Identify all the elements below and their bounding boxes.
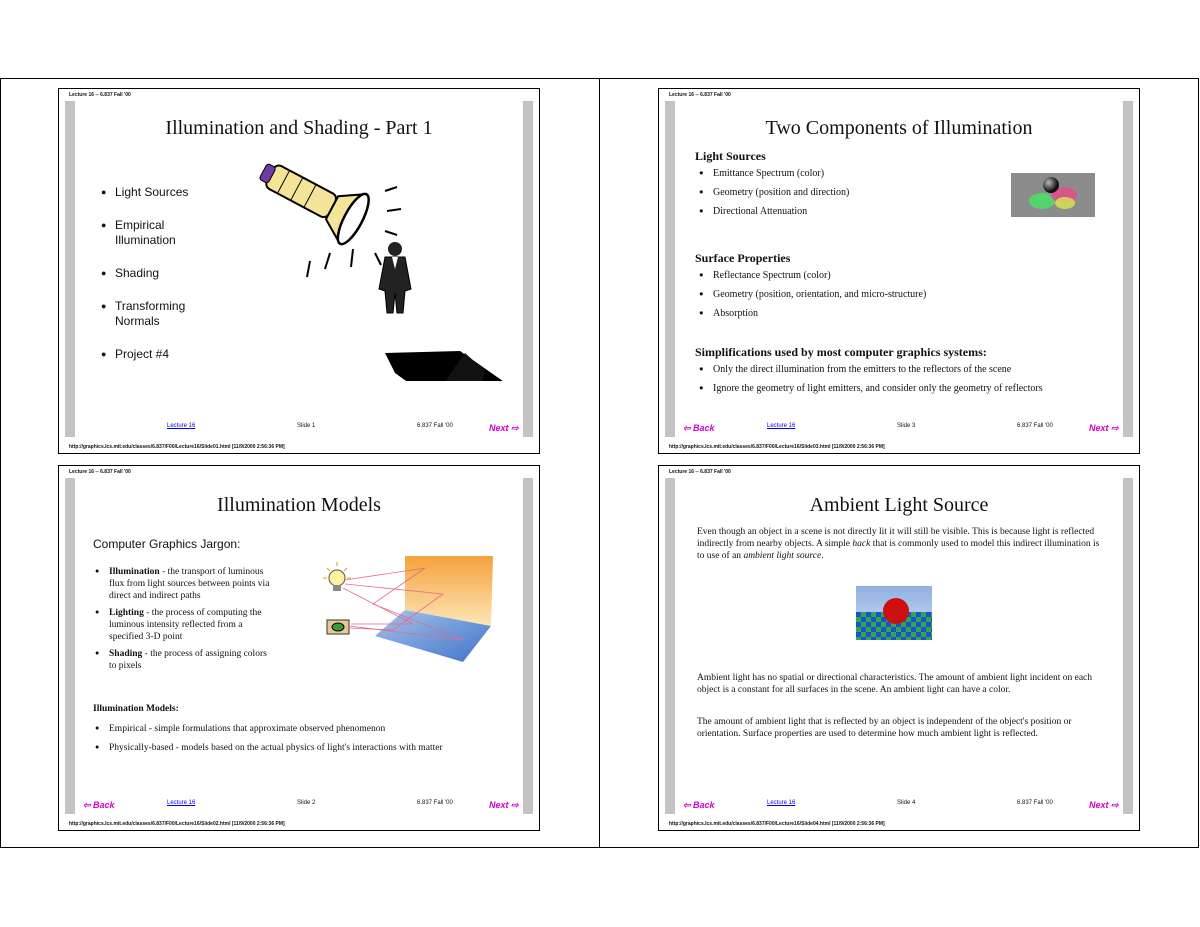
slide-frame	[65, 101, 533, 437]
back-button[interactable]: ⇦ Back	[83, 800, 115, 810]
list-item: ● Light Sources	[101, 185, 221, 200]
text-run: .	[821, 551, 824, 561]
list-item: ● Transforming Normals	[101, 299, 221, 329]
slide-frame	[665, 478, 1133, 814]
slide-title: Two Components of Illumination	[765, 117, 1033, 139]
slide-content	[75, 478, 523, 814]
term: Lighting	[109, 608, 144, 618]
paragraph: The amount of ambient light that is reflected by an object is independent of the object's position or orientation. Surface properties are used to determine how much ambient light is reflected.	[697, 717, 1072, 739]
slide-header: Lecture 16 -- 6.837 Fall '00	[69, 92, 131, 98]
list-item: ● Reflectance Spectrum (color)	[699, 269, 926, 282]
flashlight-illustration	[235, 141, 535, 381]
models-heading: Illumination Models:	[93, 704, 179, 714]
slide-header: Lecture 16 -- 6.837 Fall '00	[69, 469, 131, 475]
slide-number: Slide 4	[897, 800, 916, 806]
slide-content	[675, 478, 1123, 814]
lecture-link[interactable]: Lecture 16	[167, 800, 196, 806]
slide-url-footer: http://graphics.lcs.mit.edu/classes/6.837/F00/Lecture16/Slide01.html [11/9/2000 2:56:36 PM]	[69, 444, 285, 450]
lecture-link[interactable]: Lecture 16	[767, 800, 796, 806]
section-heading: Light Sources	[695, 149, 766, 163]
next-button[interactable]: Next ⇨	[489, 423, 519, 433]
lecture-link[interactable]: Lecture 16	[167, 423, 196, 429]
simplification-list	[699, 363, 1113, 401]
list-item: ● Geometry (position and direction)	[699, 186, 849, 199]
slide-content	[75, 101, 523, 437]
slide-header: Lecture 16 -- 6.837 Fall '00	[669, 92, 731, 98]
slide-2	[58, 465, 540, 831]
slide-navigation	[75, 798, 523, 810]
next-button[interactable]: Next ⇨	[1089, 423, 1119, 433]
models-list	[95, 723, 517, 759]
text-run: that is commonly used to model this indirect illumination is to use of an	[697, 539, 1100, 561]
slide-header: Lecture 16 -- 6.837 Fall '00	[669, 469, 731, 475]
text-run: Even though an object in a scene is not directly lit it will still be visible. This is because light is reflected indirectly from nearby objects. A simple	[697, 527, 1095, 549]
list-item	[95, 648, 275, 672]
slide-number: Slide 3	[897, 423, 916, 429]
list-item: ● Absorption	[699, 307, 926, 320]
slide-navigation	[75, 421, 523, 433]
slide-frame	[65, 478, 533, 814]
term: Illumination	[109, 567, 160, 577]
paragraph	[697, 526, 1105, 562]
slide-1	[58, 88, 540, 454]
section-heading: Surface Properties	[695, 251, 791, 265]
light-source-list	[699, 167, 849, 224]
course-label: 6.837 Fall '00	[1017, 423, 1053, 429]
list-item: ● Directional Attenuation	[699, 205, 849, 218]
list-item	[95, 566, 275, 602]
slide-url-footer: http://graphics.lcs.mit.edu/classes/6.837/F00/Lecture16/Slide02.html [11/9/2000 2:56:36 PM]	[69, 821, 285, 827]
topic-list	[101, 185, 221, 380]
definition: - the transport of luminous flux from light sources between points via direct and indirect paths	[109, 567, 270, 601]
course-label: 6.837 Fall '00	[417, 800, 453, 806]
term: Shading	[109, 649, 143, 659]
page-divider	[599, 78, 600, 848]
course-label: 6.837 Fall '00	[1017, 800, 1053, 806]
list-item: ● Geometry (position, orientation, and micro-structure)	[699, 288, 926, 301]
slide-title: Ambient Light Source	[809, 494, 989, 516]
slide-navigation	[675, 421, 1123, 433]
slide-navigation	[675, 798, 1123, 810]
emphasis: ambient light source	[743, 551, 822, 561]
slide-title: Illumination Models	[217, 494, 381, 516]
slide-content	[675, 101, 1123, 437]
list-item: ● Empirical Illumination	[101, 218, 221, 248]
ambient-sphere-image	[856, 586, 932, 640]
definition: - the process of assigning colors to pixels	[109, 649, 267, 671]
slide-url-footer: http://graphics.lcs.mit.edu/classes/6.837/F00/Lecture16/Slide03.html [11/9/2000 2:56:36 PM]	[669, 444, 885, 450]
rgb-lights-image	[1011, 173, 1095, 217]
definition: - the process of computing the luminous intensity reflected from a specified 3-D point	[109, 608, 262, 642]
slide-4	[658, 465, 1140, 831]
list-item: ● Project #4	[101, 347, 221, 362]
back-button[interactable]: ⇦ Back	[683, 800, 715, 810]
list-item: ● Shading	[101, 266, 221, 281]
surface-property-list	[699, 269, 926, 326]
list-item: ● Ignore the geometry of light emitters, and consider only the geometry of reflectors	[699, 382, 1113, 395]
list-item	[95, 607, 275, 643]
section-heading: Simplifications used by most computer graphics systems:	[695, 345, 987, 359]
jargon-list	[95, 566, 275, 677]
next-button[interactable]: Next ⇨	[1089, 800, 1119, 810]
slide-frame	[665, 101, 1133, 437]
lecture-link[interactable]: Lecture 16	[767, 423, 796, 429]
jargon-heading: Computer Graphics Jargon:	[93, 537, 241, 551]
emphasis: hack	[852, 539, 871, 549]
slide-number: Slide 1	[297, 423, 316, 429]
next-button[interactable]: Next ⇨	[489, 800, 519, 810]
course-label: 6.837 Fall '00	[417, 423, 453, 429]
list-item: ● Emittance Spectrum (color)	[699, 167, 849, 180]
list-item: ● Physically-based - models based on the actual physics of light's interactions with matter	[95, 742, 517, 754]
illumination-diagram	[313, 554, 513, 664]
list-item: ● Only the direct illumination from the emitters to the reflectors of the scene	[699, 363, 1113, 376]
list-item: ● Empirical - simple formulations that approximate observed phenomenon	[95, 723, 517, 735]
slide-3	[658, 88, 1140, 454]
back-button[interactable]: ⇦ Back	[683, 423, 715, 433]
slide-number: Slide 2	[297, 800, 316, 806]
slide-title: Illumination and Shading - Part 1	[165, 117, 433, 139]
paragraph: Ambient light has no spatial or directional characteristics. The amount of ambient light incident on each object is a constant for all surfaces in the scene. An ambient light can have a color.	[697, 673, 1093, 695]
slide-url-footer: http://graphics.lcs.mit.edu/classes/6.837/F00/Lecture16/Slide04.html [11/9/2000 2:56:36 PM]	[669, 821, 885, 827]
